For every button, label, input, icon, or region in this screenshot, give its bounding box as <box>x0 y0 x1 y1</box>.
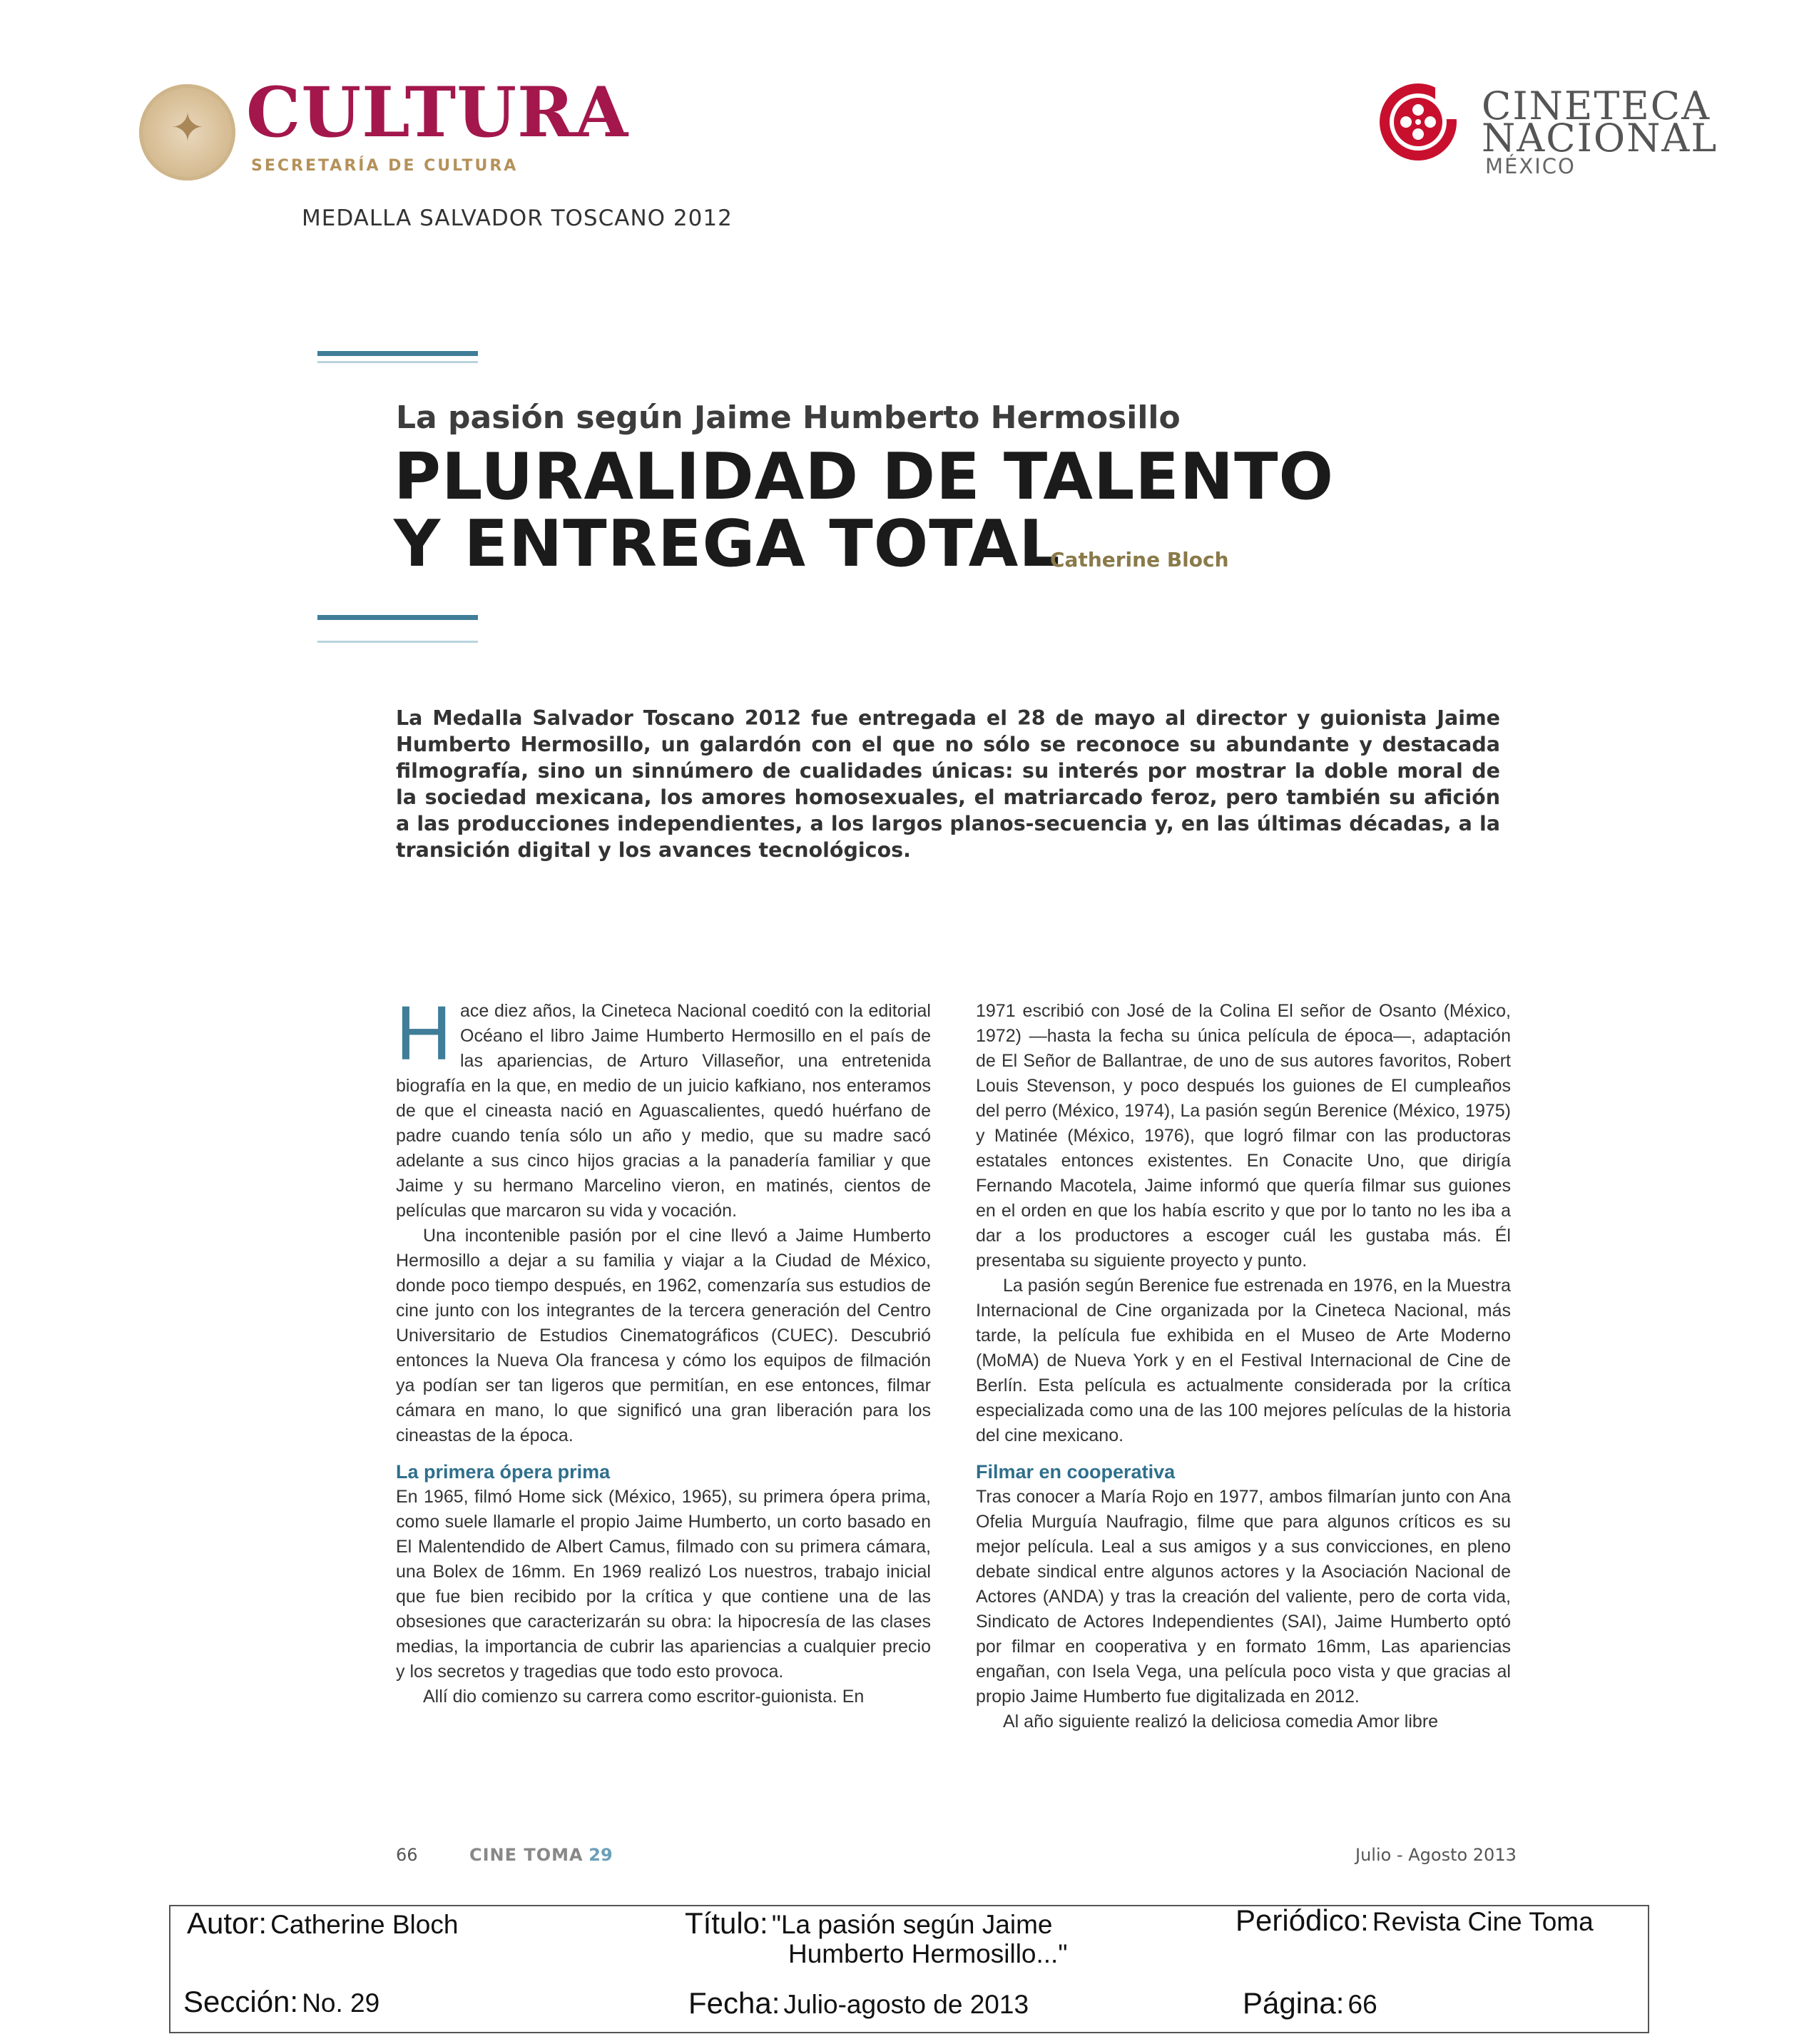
page-number: 66 <box>396 1845 418 1865</box>
magazine-folio <box>469 1845 613 1865</box>
cultura-logo: CULTURA <box>246 72 629 153</box>
eagle-icon: ✦ <box>170 105 205 151</box>
issue-date: Julio - Agosto 2013 <box>1355 1845 1517 1865</box>
autor-label: Autor: <box>187 1906 268 1940</box>
bottom-accent-bar-shadow <box>317 641 478 643</box>
body-paragraph: La pasión según Berenice fue estrenada en 1976, en la Muestra Internacional de Cine organizada por la Cineteca Nacional, más tarde, la película fue exhibida en el Museo de Arte Moderno (MoMA) de Nueva York y en el Festival Internacional de Cine de Berlín. Esta película es actualmente considerada por la crítica especializada como una de las 100 mejores películas de la historia del cine mexicano. <box>976 1276 1511 1445</box>
body-column-left <box>396 990 931 1709</box>
fecha-value: Julio-agosto de 2013 <box>783 1990 1029 2019</box>
article-lead: La Medalla Salvador Toscano 2012 fue entregada el 28 de mayo al director y guionista Jaime Humberto Hermosillo, un galardón con el que no sólo se reconoce su abundante y destacada filmografía, sino un sinnúmero de cualidades únicas: su interés por mostrar la doble moral de la sociedad mexicana, los amores homosexuales, el matriarcado feroz, pero también su afición a las producciones independientes, a los largos planos-secuencia y, en las últimas décadas, a la transición digital y los avances tecnológicos. <box>396 706 1500 862</box>
pagina-field <box>1243 1986 1377 2020</box>
periodico-label: Periódico: <box>1235 1903 1369 1937</box>
top-accent-bar-shadow <box>317 361 478 363</box>
section-subhead: La primera ópera prima <box>396 1461 611 1483</box>
film-reel-icon <box>1378 82 1458 162</box>
body-paragraph: Una incontenible pasión por el cine llevó a Jaime Humberto Hermosillo a dejar a su familia y viajar a la Ciudad de México, donde poco tiempo después, en 1962, comenzaría sus estudios de cine junto con los integrantes de la tercera generación del Centro Universitario de Estudios Cinematográficos (CUEC). Descubrió entonces la Nueva Ola francesa y cómo los equipos de filmación ya podían ser tan ligeros que permitían, en ese entonces, filmar cámara en mano, lo que significó una gran liberación para los cineastas de la época. <box>396 1226 931 1445</box>
seccion-field <box>183 1985 379 2019</box>
cultura-subtitle: SECRETARÍA DE CULTURA <box>251 157 519 175</box>
issue-number: 29 <box>588 1845 613 1865</box>
seccion-value: No. 29 <box>302 1988 380 2018</box>
body-column-right <box>976 999 1511 1734</box>
titulo-value-line2: Humberto Hermosillo..." <box>788 1939 1068 1968</box>
autor-value: Catherine Bloch <box>270 1910 459 1939</box>
drop-cap: H <box>396 990 452 1076</box>
cineteca-logo-line3: MÉXICO <box>1485 154 1576 178</box>
titulo-field <box>685 1906 1052 1941</box>
fecha-label: Fecha: <box>688 1986 780 2020</box>
autor-field <box>187 1906 458 1941</box>
cineteca-logo-line1: CINETECA <box>1482 83 1711 128</box>
headline-line1: PLURALIDAD DE TALENTO <box>394 439 1335 514</box>
body-paragraph: Allí dio comienzo su carrera como escritor-guionista. En <box>423 1687 865 1707</box>
periodico-value: Revista Cine Toma <box>1372 1907 1594 1936</box>
seccion-label: Sección: <box>183 1985 299 2018</box>
body-paragraph: Tras conocer a María Rojo en 1977, ambos filmarían junto con Ana Ofelia Murguía Naufragio, filme que para algunos críticos es su mejor película. Leal a sus amigos y a sus convicciones, en pleno debate sindical entre algunos actores y la Asociación Nacional de Actores (ANDA) y tras la creación del valiente, pero de corta vida, Sindicato de Actores Independientes (SAI), Jaime Humberto optó por filmar en cooperativa y en formato 16mm, Las apariencias engañan, con Isela Vega, una película poco vista y que gracias al propio Jaime Humberto fue digitalizada en 2012. <box>976 1487 1511 1707</box>
pagina-label: Página: <box>1243 1986 1345 2020</box>
body-paragraph: 1971 escribió con José de la Colina El señor de Osanto (México, 1972) —hasta la fecha su única película de época—, adaptación de El Señor de Ballantrae, de uno de sus autores favoritos, Robert Louis Stevenson, y poco después los guiones de El cumpleaños del perro (México, 1974), La pasión según Berenice (México, 1975) y Matinée (México, 1976), que logró filmar con las productoras estatales entonces existentes. En Conacite Uno, que dirigía Fernando Macotela, Jaime informó que quería filmar sus guiones en el orden en que los había escrito y que por lo tanto no les iba a dar a los productores a escoger cuál les gustaba más. Él presentaba su siguiente proyecto y punto. <box>976 1001 1511 1271</box>
magazine-name: CINE TOMA <box>469 1845 584 1865</box>
body-paragraph <box>396 990 931 1224</box>
paragraph-text: ace diez años, la Cineteca Nacional coeditó con la editorial Océano el libro Jaime Humberto Hermosillo en el país de las apariencias, de Arturo Villaseñor, una entretenida biografía en la que, en medio de un juicio kafkiano, nos enteramos de que el cineasta nació en Aguascalientes, quedó huérfano de padre cuando tenía sólo un año y medio, que su madre sacó adelante a sus cinco hijos gracias a la panadería familiar y que Jaime y su hermano Marcelino vieron, en matinés, cientos de películas que marcaron su vida y vocación. <box>396 1001 931 1221</box>
top-accent-bar <box>317 351 478 356</box>
cineteca-logo-line2: NACIONAL <box>1482 116 1718 161</box>
headline-line2: Y ENTREGA TOTAL <box>394 507 1061 581</box>
fecha-field <box>688 1986 1029 2020</box>
article-kicker: La pasión según Jaime Humberto Hermosillo <box>396 400 1181 436</box>
section-label: MEDALLA SALVADOR TOSCANO 2012 <box>302 205 733 231</box>
section-subhead: Filmar en cooperativa <box>976 1461 1176 1483</box>
article-author: Catherine Bloch <box>1050 548 1229 571</box>
bottom-accent-bar <box>317 615 478 620</box>
pagina-value: 66 <box>1347 1990 1377 2019</box>
titulo-label: Título: <box>685 1906 768 1940</box>
titulo-value-line1: "La pasión según Jaime <box>771 1910 1053 1939</box>
periodico-field <box>1235 1903 1594 1938</box>
body-paragraph: Al año siguiente realizó la deliciosa comedia Amor libre <box>1003 1712 1439 1732</box>
body-paragraph: En 1965, filmó Home sick (México, 1965), su primera ópera prima, como suele llamarle el propio Jaime Humberto, un corto basado en El Malentendido de Albert Camus, filmado con su primera cámara, una Bolex de 16mm. En 1969 realizó Los nuestros, trabajo inicial que fue bien recibido por la crítica y que contiene una de las obsesiones que caracterizarán su obra: la hipocresía de las clases medias, la importancia de cubrir las apariencias a cualquier precio y los secretos y tragedias que todo esto provoca. <box>396 1487 931 1682</box>
